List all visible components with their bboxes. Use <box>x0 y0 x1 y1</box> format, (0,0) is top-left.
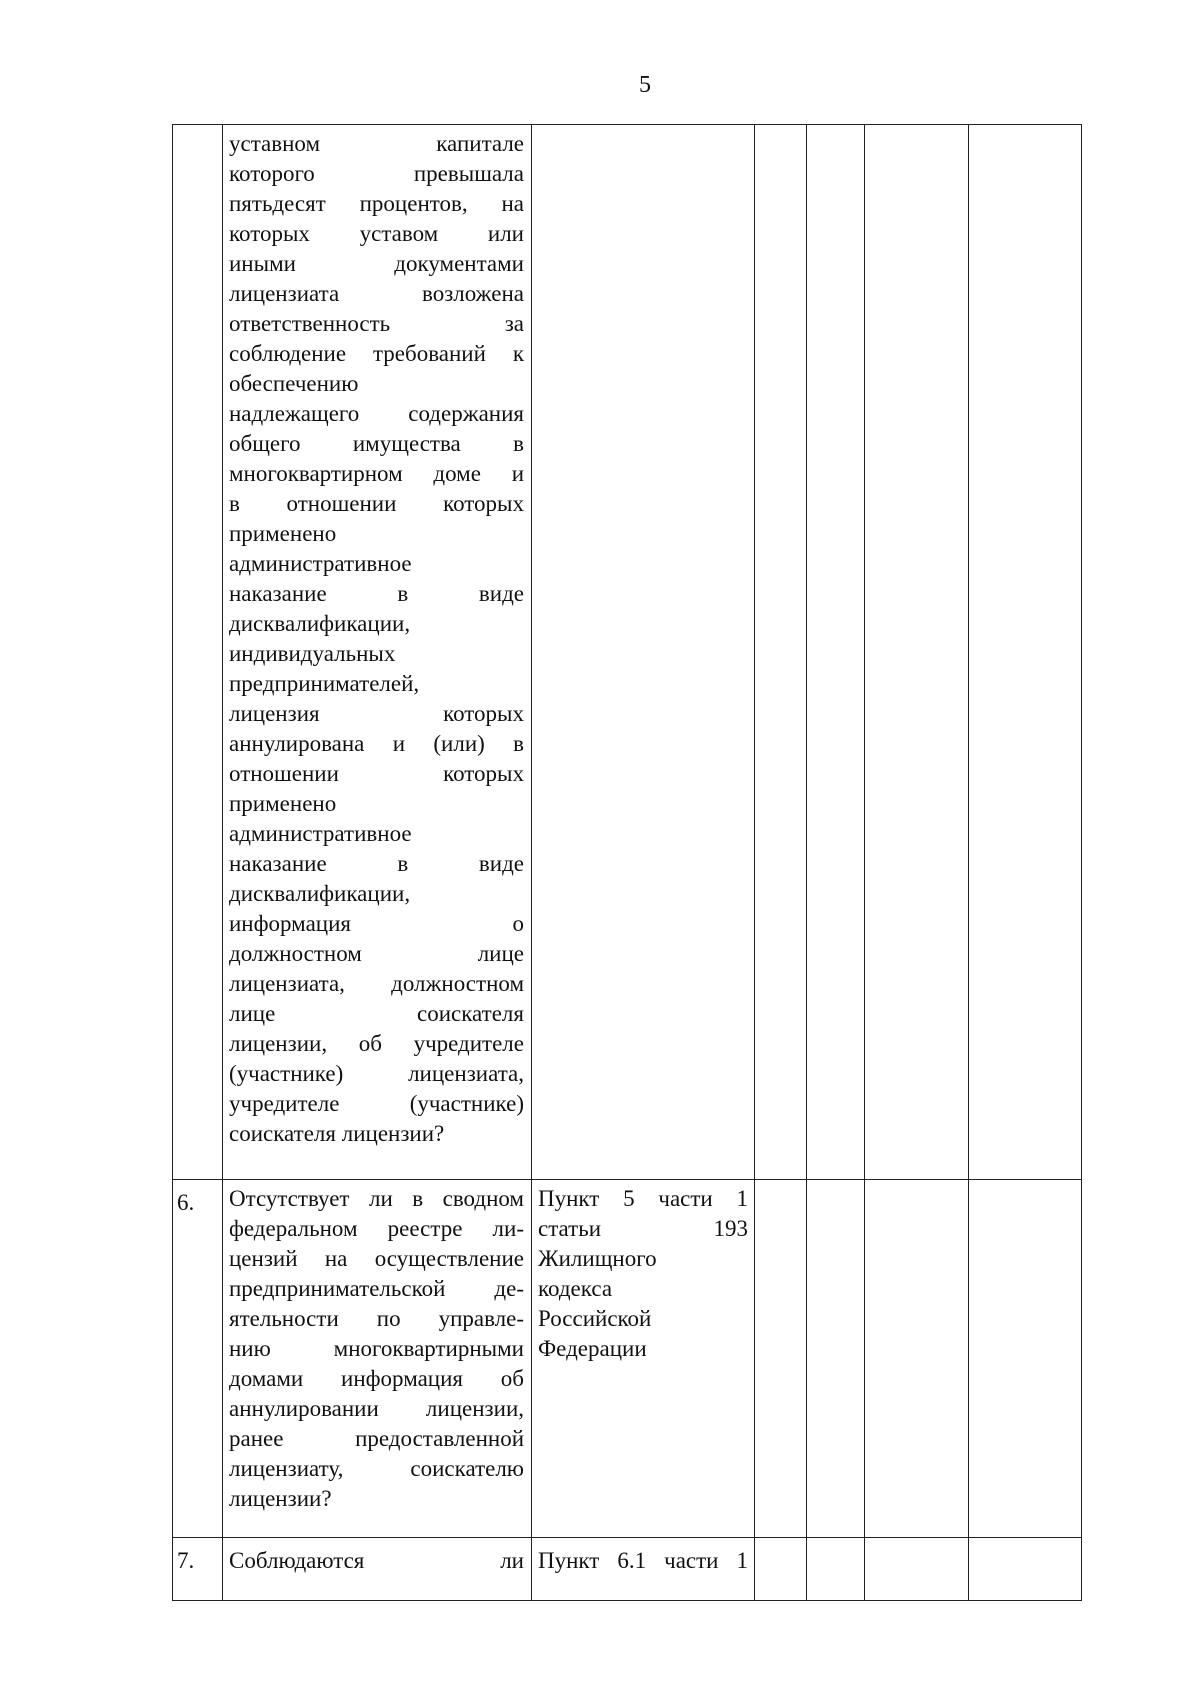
question-line: наказание в виде <box>229 851 524 876</box>
page-number: 5 <box>639 72 651 98</box>
legal-reference <box>532 1180 755 1538</box>
answer-yes-cell[interactable] <box>755 1538 807 1601</box>
question-line: наказание в виде <box>229 581 524 606</box>
reference-line: Пункт 5 части 1 <box>538 1186 748 1211</box>
question-line: (участнике) лицензиата, <box>229 1061 524 1086</box>
reference-line: Российской <box>538 1306 652 1331</box>
answer-no-cell[interactable] <box>807 125 865 1180</box>
table-row <box>173 1538 1082 1601</box>
question-line: которого превышала <box>229 161 524 186</box>
question-line: лицензиата, должностном <box>229 971 524 996</box>
question-line: аннулировании лицензии, <box>229 1396 524 1421</box>
question-line: Соблюдаются ли <box>229 1548 524 1573</box>
reference-line: кодекса <box>538 1276 613 1301</box>
question-line: ранее предоставленной <box>229 1426 524 1451</box>
question-line: ответственность за <box>229 311 524 336</box>
note-cell[interactable] <box>969 1180 1082 1538</box>
question-line: предпринимательской де- <box>229 1276 524 1301</box>
question-text <box>223 1538 532 1601</box>
row-number: 6. <box>173 1180 223 1538</box>
question-line: в отношении которых <box>229 491 524 516</box>
not-applicable-cell[interactable] <box>865 1538 969 1601</box>
question-line: общего имущества в <box>229 431 524 456</box>
note-cell[interactable] <box>969 125 1082 1180</box>
question-line: лицензиата возложена <box>229 281 524 306</box>
answer-no-cell[interactable] <box>807 1180 865 1538</box>
answer-yes-cell[interactable] <box>755 1180 807 1538</box>
question-line: лицензии, об учредителе <box>229 1031 524 1056</box>
not-applicable-cell[interactable] <box>865 1180 969 1538</box>
question-line: нию многоквартирными <box>229 1336 524 1361</box>
question-line: административное <box>229 551 412 576</box>
question-line: домами информация об <box>229 1366 524 1391</box>
question-line: учредителе (участнике) <box>229 1091 524 1116</box>
question-line: дисквалификации, <box>229 611 411 636</box>
table-row <box>173 125 1082 1180</box>
question-line: информация о <box>229 911 524 936</box>
row-number: 7. <box>173 1538 223 1601</box>
question-line: должностном лице <box>229 941 524 966</box>
question-line: цензий на осуществление <box>229 1246 524 1271</box>
question-line: лицензиату, соискателю <box>229 1456 524 1481</box>
answer-yes-cell[interactable] <box>755 125 807 1180</box>
question-line: ятельности по управле- <box>229 1306 524 1331</box>
note-cell[interactable] <box>969 1538 1082 1601</box>
question-line: предпринимателей, <box>229 671 420 696</box>
question-line: применено <box>229 791 337 816</box>
not-applicable-cell[interactable] <box>865 125 969 1180</box>
question-line: пятьдесят процентов, на <box>229 191 524 216</box>
question-line: многоквартирном доме и <box>229 461 524 486</box>
checklist-table <box>172 124 1082 1601</box>
question-line: иными документами <box>229 251 524 276</box>
table-row <box>173 1180 1082 1538</box>
question-line: индивидуальных <box>229 641 396 666</box>
question-line: Отсутствует ли в сводном <box>229 1186 524 1211</box>
question-text <box>223 125 532 1180</box>
legal-reference <box>532 125 755 1180</box>
question-line: лицензия которых <box>229 701 524 726</box>
question-line: применено <box>229 521 337 546</box>
question-line: отношении которых <box>229 761 524 786</box>
question-line: дисквалификации, <box>229 881 411 906</box>
legal-reference <box>532 1538 755 1601</box>
question-line: лице соискателя <box>229 1001 524 1026</box>
question-line: уставном капитале <box>229 131 524 156</box>
reference-line: Жилищного <box>538 1246 657 1271</box>
row-number <box>173 125 223 1180</box>
reference-line: статьи 193 <box>538 1216 748 1241</box>
question-line: соискателя лицензии? <box>229 1121 445 1146</box>
question-text <box>223 1180 532 1538</box>
question-line: обеспечению <box>229 371 359 396</box>
question-line: административное <box>229 821 412 846</box>
question-line: лицензии? <box>229 1486 332 1511</box>
answer-no-cell[interactable] <box>807 1538 865 1601</box>
question-line: соблюдение требований к <box>229 341 524 366</box>
question-line: надлежащего содержания <box>229 401 524 426</box>
question-line: аннулирована и (или) в <box>229 731 524 756</box>
reference-line: Федерации <box>538 1336 647 1361</box>
question-line: федеральном реестре ли- <box>229 1216 524 1241</box>
reference-line: Пункт 6.1 части 1 <box>538 1548 748 1573</box>
question-line: которых уставом или <box>229 221 524 246</box>
